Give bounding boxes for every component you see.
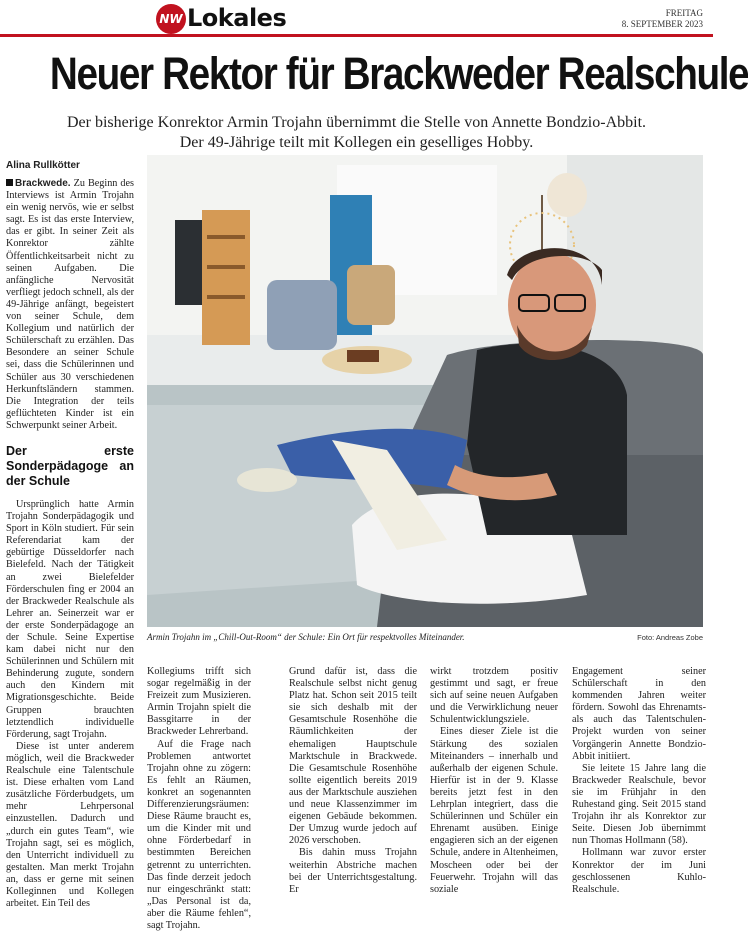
author-byline: Alina Rullkötter (6, 160, 80, 171)
paragraph: Ursprünglich hatte Armin Trojahn Sonderpädagogik und Sport in Köln studiert. Für sein Referendariat kam der gebürtige Düsseldorfer nach Bielefeld. Nach der Tätigkeit an zwei Bielefelder Förderschulen fing er 2004 an der Brackweder Realschule als Lehrer an. Seinerzeit war er der erste Sonderpädagoge an der Schule. Seine Expertise kam dabei nicht nur den Schülerinnen und Schülern mit Behinderung zugute, sondern auch den Kindern mit Migrationsgeschichte. Beide Gruppen brauchten letztendlich individuelle Förderung, sagt Trojahn. (6, 498, 134, 740)
photo-credit: Foto: Andreas Zobe (637, 633, 703, 642)
photo-illustration (147, 155, 703, 627)
subhead-line-1: Der bisherige Konrektor Armin Trojahn übernimmt die Stelle von Annette Bondzio-Abbit. (66, 114, 647, 131)
intro-text: Zu Beginn des Interviews ist Armin Trojahn ein wenig nervös, wie er selbst sagt. Es ist das erste Interview, das er gibt. In seiner Zeit als Konrektor zählte Öffentlichkeitsarbeit nicht zu seinen Aufgaben. Die anfängliche Nervosität verfliegt jedoch schnell, als der 49-Jährige anfängt, begeistert von seiner Schule, dem Kollegium und natürlich der Schülerschaft zu erzählen. Das Besondere an seiner Schule sei, dass die Schülerinnen und Schüler aus 30 verschiedenen Herkunftsländern stammen. Die Integration der teils geflüchteten Kinder ist ein Schwerpunkt seiner Arbeit. (6, 178, 135, 431)
paragraph: Grund dafür ist, dass die Realschule selbst nicht genug Platz hat. Schon seit 2015 teilt sie sich deshalb mit der Gesamtschule Rosenhöhe die Räumlichkeiten der ehemaligen Hauptschule Marktschule in Brackwede. Die Gesamtschule Rosenhöhe sollte eigentlich bereits 2019 aus der Marktschule ausziehen und neue Klassenzimmer im eigenen Gebäude bekommen. Der Umzug wurde jedoch auf 2026 verschoben. (289, 666, 417, 847)
paragraph: Diese ist unter anderem möglich, weil die Brackweder Realschule eine Talentschule ist. Diese erhalten vom Land zusätzliche Förderbudgets, um mehr Lehrpersonal einzustellen. Dadurch und „durch ein gutes Team“, wie Trojahn sagt, sei es möglich, den Unterricht individuell zu gestalten. Man merkt Trojahn an, dass er gerne mit seinen Kolleginnen und Kollegen arbeitet. Ein Teil des (6, 740, 134, 910)
paragraph-marker-icon (6, 179, 13, 186)
paragraph: Auf die Frage nach Problemen antwortet Trojahn ohne zu zögern: Es fehlt an Räumen, konkret an sogenannten Differenzierungsräumen: Diese Räume braucht es, um die Kinder mit und ohne Förderbedarf in bestimmten Bereichen getrennt zu unterrichten. Das finde derzeit jedoch nur eingeschränkt statt: „Das Personal ist da, aber die Räume fehlen“, sagt Trojahn. (147, 738, 251, 931)
subhead-line-2: Der 49-Jährige teilt mit Kollegen ein geselliges Hobby. (179, 134, 534, 151)
article-column-2 (147, 666, 251, 931)
date: 8. SEPTEMBER 2023 (621, 19, 703, 29)
paragraph: Engagement seiner Schülerschaft in den kommenden Jahren weiter fördern. Sowohl das Ehrenamts- als auch das Talentschulen-Projekt wurden von seiner Vorgängerin Annette Bondzio-Abbit initiiert. (572, 666, 706, 762)
dateline: Brackwede. (15, 178, 71, 189)
masthead-rule (0, 34, 713, 37)
issue-date (622, 8, 703, 30)
intro-paragraph (6, 178, 134, 432)
paragraph: Kollegiums trifft sich sogar regelmäßig in der Freizeit zum Musizieren. Armin Trojahn spielt die Bassgitarre in der Brackweder Lehrerband. (147, 666, 251, 738)
subheadline (20, 113, 693, 153)
newspaper-logo: NW (156, 4, 186, 34)
article-column-1 (6, 178, 135, 910)
paragraph: Bis dahin muss Trojahn weiterhin Abstriche machen bei der Unterrichtsgestaltung. Er (289, 847, 417, 895)
article-column-4 (430, 666, 558, 895)
article-photo (147, 155, 703, 627)
weekday: FREITAG (665, 8, 703, 18)
article-column-5 (572, 666, 706, 895)
section-subtitle: Der erste Sonderpädagoge an der Schule (6, 443, 134, 488)
headline: Neuer Rektor für Brackweder Realschule (49, 48, 748, 99)
article-column-3 (289, 666, 417, 895)
section-title: Lokales (187, 4, 287, 32)
paragraph: Eines dieser Ziele ist die Stärkung des sozialen Miteinanders – innerhalb und außerhalb der eigenen Schule. Hierfür ist in der 9. Klasse bereits jetzt fest in den Lehrplan integriert, dass die Schülerinnen und Schüler ein Ehrenamt ausüben. Einige engagieren sich an der eigenen Schule, andere in Altenheimen, Moscheen oder bei der Feuerwehr. Trojahn will das soziale (430, 726, 558, 895)
photo-caption: Armin Trojahn im „Chill-Out-Room“ der Schule: Ein Ort für respektvolles Miteinander. (147, 632, 465, 642)
paragraph: wirkt trotzdem positiv gestimmt und sagt, er freue sich auf seine neuen Aufgaben und die Verwirklichung neuer Schulentwicklungsziele. (430, 666, 558, 726)
paragraph: Hollmann war zuvor erster Konrektor der im Juni geschlossenen Kuhlo-Realschule. (572, 847, 706, 895)
paragraph: Sie leitete 15 Jahre lang die Brackweder Realschule, bevor sie im Frühjahr in den Ruhestand ging. Seit 2015 stand Trojahn ihr als Konrektor zur Seite. Diesen Job übernimmt nun Thomas Hollmann (58). (572, 762, 706, 847)
